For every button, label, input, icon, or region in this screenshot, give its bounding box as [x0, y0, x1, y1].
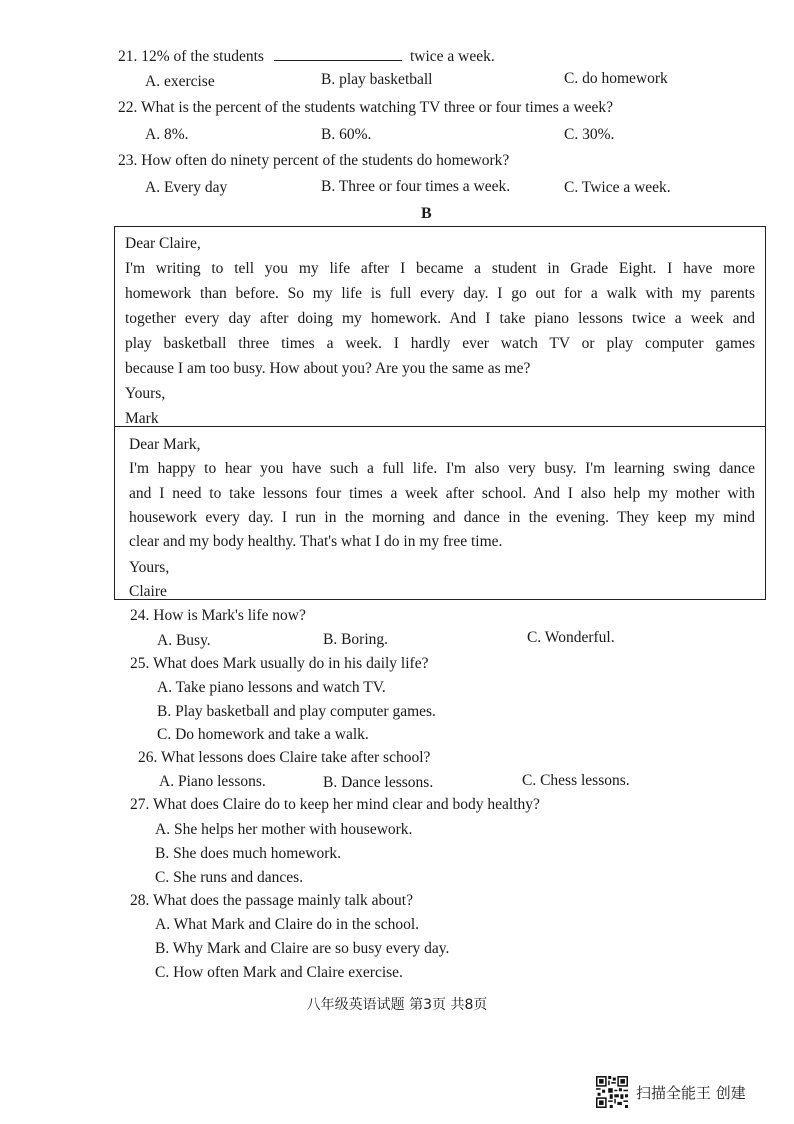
- question-23-stem: 23. How often do ninety percent of the students do homework?: [118, 152, 510, 169]
- question-27-stem: 27. What does Claire do to keep her mind clear and body healthy?: [130, 796, 540, 813]
- letter-claire-line: I'm happy to hear you have such a full life. I'm also very busy. I'm learning swing dance: [129, 460, 755, 477]
- question-25-option-b[interactable]: B. Play basketball and play computer games.: [157, 703, 436, 720]
- letter-claire-signature: Claire: [129, 583, 167, 600]
- question-21-stem: [118, 46, 495, 67]
- question-21-stem-before: 21. 12% of the students: [118, 48, 264, 65]
- question-24-stem: 24. How is Mark's life now?: [130, 607, 306, 624]
- letter-mark-line: I'm writing to tell you my life after I became a student in Grade Eight. I have more: [125, 260, 755, 277]
- letter-mark-closing: Yours,: [125, 385, 166, 402]
- question-22-stem: 22. What is the percent of the students watching TV three or four times a week?: [118, 99, 613, 116]
- question-27-option-c[interactable]: C. She runs and dances.: [155, 869, 304, 886]
- question-26-option-b[interactable]: B. Dance lessons.: [323, 774, 434, 791]
- question-25-option-c[interactable]: C. Do homework and take a walk.: [157, 726, 369, 743]
- letter-mark-signature: Mark: [125, 410, 159, 427]
- page-footer: 八年级英语试题 第3页 共8页: [306, 997, 488, 1013]
- question-24-option-a[interactable]: A. Busy.: [157, 632, 211, 649]
- question-28-option-b[interactable]: B. Why Mark and Claire are so busy every day.: [155, 940, 450, 957]
- question-22-option-a[interactable]: A. 8%.: [145, 126, 189, 143]
- question-21-option-b[interactable]: B. play basketball: [321, 71, 433, 88]
- question-24-option-b[interactable]: B. Boring.: [323, 631, 389, 648]
- letter-claire-line: and I need to take lessons four times a week after school. And I also help my mother with: [129, 485, 755, 502]
- letter-mark-greeting: Dear Claire,: [125, 235, 201, 252]
- scanner-watermark-text: 扫描全能王 创建: [636, 1083, 746, 1102]
- question-28-stem: 28. What does the passage mainly talk about?: [130, 892, 413, 909]
- question-22-option-c[interactable]: C. 30%.: [564, 126, 615, 143]
- letter-mark-line: because I am too busy. How about you? Are you the same as me?: [125, 360, 531, 377]
- letter-claire-closing: Yours,: [129, 559, 170, 576]
- letter-mark-line: play basketball three times a week. I hardly ever watch TV or play computer games: [125, 335, 755, 352]
- question-27-option-a[interactable]: A. She helps her mother with housework.: [155, 821, 413, 838]
- question-25-option-a[interactable]: A. Take piano lessons and watch TV.: [157, 679, 386, 696]
- letter-claire-greeting: Dear Mark,: [129, 436, 201, 453]
- section-b-heading: B: [421, 205, 432, 222]
- question-26-stem: 26. What lessons does Claire take after school?: [138, 749, 431, 766]
- question-21-stem-after: twice a week.: [409, 48, 495, 65]
- answer-blank: [274, 46, 402, 61]
- question-28-option-c[interactable]: C. How often Mark and Claire exercise.: [155, 964, 403, 981]
- question-21-option-c[interactable]: C. do homework: [564, 70, 668, 87]
- letter-claire-box: [114, 426, 766, 600]
- question-23-option-a[interactable]: A. Every day: [145, 179, 228, 196]
- question-27-option-b[interactable]: B. She does much homework.: [155, 845, 341, 862]
- question-23-option-b[interactable]: B. Three or four times a week.: [321, 178, 511, 195]
- question-23-option-c[interactable]: C. Twice a week.: [564, 179, 671, 196]
- question-25-stem: 25. What does Mark usually do in his daily life?: [130, 655, 429, 672]
- letter-mark-line: homework than before. So my life is full every day. I go out for a walk with my parents: [125, 285, 755, 302]
- qr-code-icon: [596, 1076, 628, 1108]
- letter-claire-line: housework every day. I run in the morning and dance in the evening. They keep my mind: [129, 509, 755, 526]
- letter-claire-line: clear and my body healthy. That's what I do in my free time.: [129, 533, 503, 550]
- letter-mark-box: [114, 226, 766, 427]
- question-24-option-c[interactable]: C. Wonderful.: [527, 629, 615, 646]
- question-22-option-b[interactable]: B. 60%.: [321, 126, 372, 143]
- question-26-option-a[interactable]: A. Piano lessons.: [159, 773, 266, 790]
- scanner-watermark: [596, 1076, 746, 1108]
- question-26-option-c[interactable]: C. Chess lessons.: [522, 772, 630, 789]
- question-28-option-a[interactable]: A. What Mark and Claire do in the school.: [155, 916, 420, 933]
- question-21-option-a[interactable]: A. exercise: [145, 73, 215, 90]
- letter-mark-line: together every day after doing my homework. And I take piano lessons twice a week and: [125, 310, 755, 327]
